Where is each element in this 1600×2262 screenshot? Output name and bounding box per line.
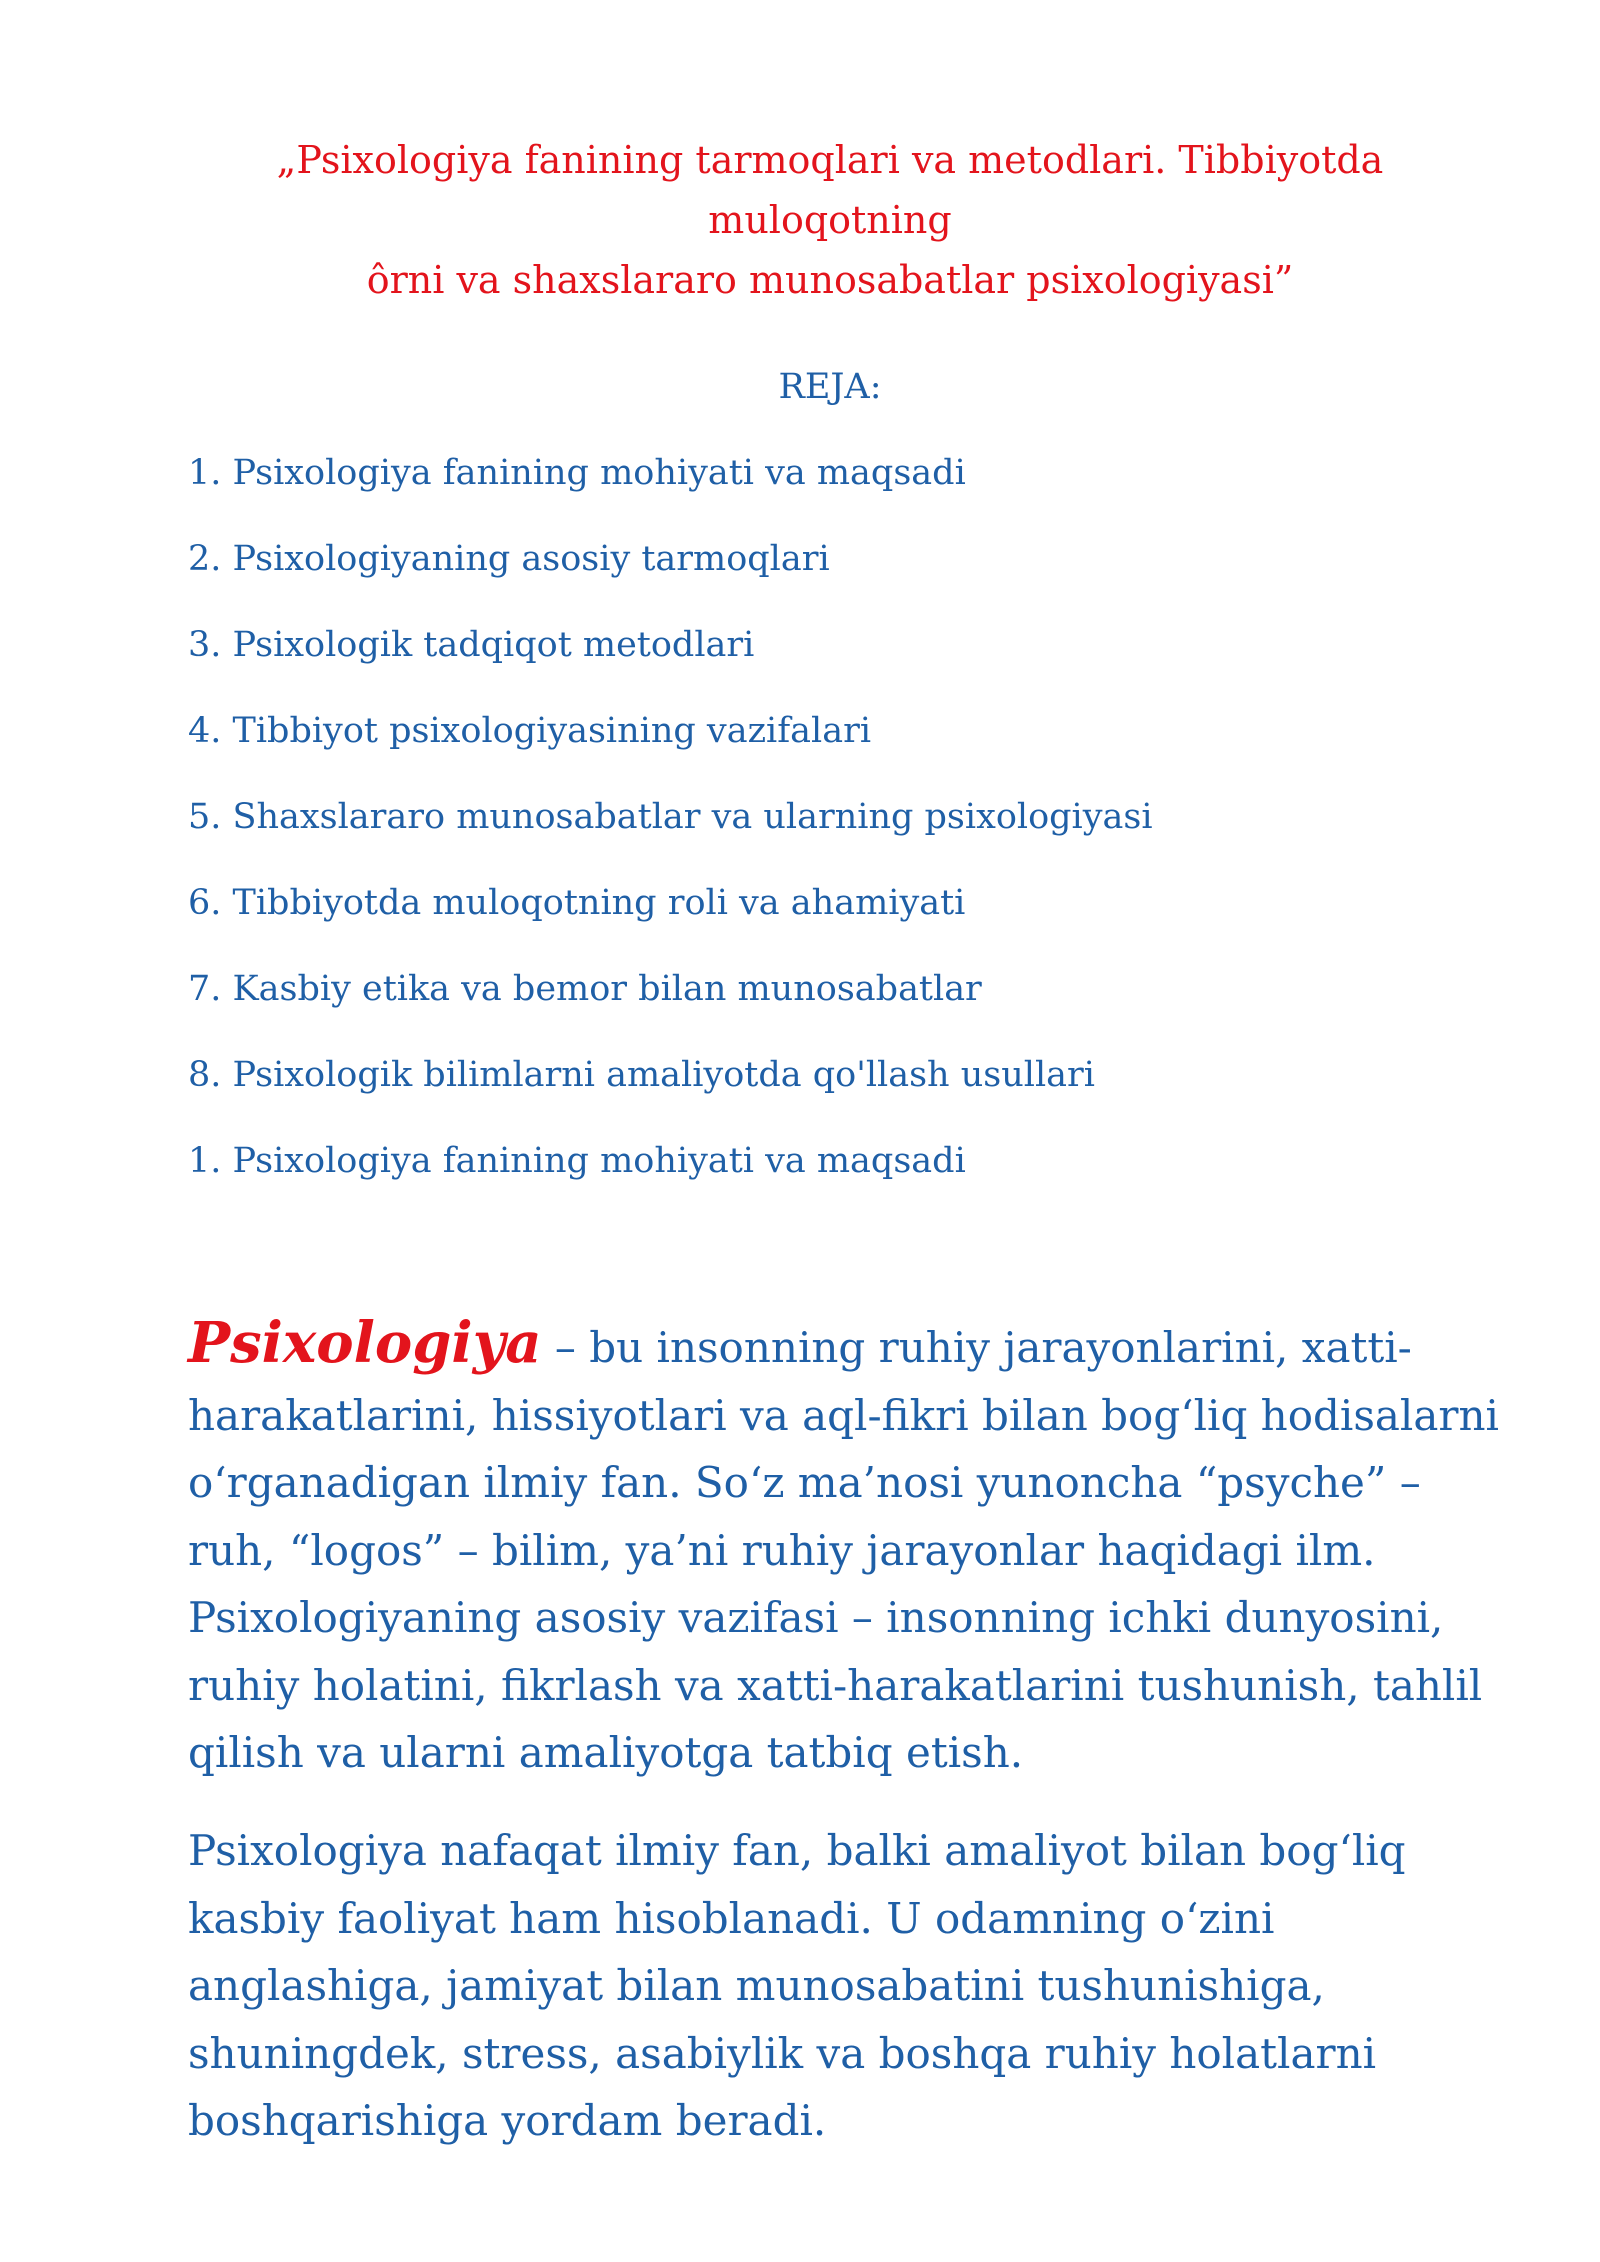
plan-item: 2. Psixologiyaning asosiy tarmoqlari bbox=[188, 539, 830, 579]
plan-item: 1. Psixologiya fanining mohiyati va maqsadi bbox=[188, 1141, 966, 1181]
plan-item: 8. Psixologik bilimlarni amaliyotda qo'llash usullari bbox=[188, 1055, 1095, 1095]
plan-item: 1. Psixologiya fanining mohiyati va maqsadi bbox=[188, 453, 966, 493]
body-paragraph: Psixologiya nafaqat ilmiy fan, balki amaliyot bilan bog‘liq kasbiy faoliyat ham hisoblanadi. U odamning o‘zini anglashiga, jamiyat bilan munosabatini tushunishiga, shuningdek, stress, asabiylik va boshqa ruhiy holatlarni boshqarishiga yordam beradi. bbox=[188, 1826, 1406, 2145]
plan-heading: REJA: bbox=[778, 367, 882, 407]
plan-item: 5. Shaxslararo munosabatlar va ularning psixologiyasi bbox=[188, 797, 1153, 837]
plan-item: 3. Psixologik tadqiqot metodlari bbox=[188, 625, 755, 665]
plan-item: 6. Tibbiyotda muloqotning roli va ahamiyati bbox=[188, 883, 966, 923]
definition-text: – bu insonning ruhiy jarayonlarini, xatti-harakatlarini, hissiyotlari va aql-fikri bilan bog‘liq hodisalarni o‘rganadigan ilmiy fan. So‘z ma’nosi yunoncha “psyche” – ruh, “logos” – bilim, ya’ni ruhiy jarayonlar haqidagi ilm. Psixologiyaning asosiy vazifasi – insonning ichki dunyosini, ruhiy holatini, fikrlash va xatti-harakatlarini tushunish, tahlil qilish va ularni amaliyotga tatbiq etish. bbox=[188, 1323, 1499, 1777]
title-line-2: ôrni va shaxslararo munosabatlar psixologiyasi” bbox=[366, 258, 1294, 302]
plan-list bbox=[188, 448, 1153, 1222]
plan-item: 7. Kasbiy etika va bemor bilan munosabatlar bbox=[188, 969, 982, 1009]
document-title bbox=[150, 130, 1510, 310]
definition-paragraph bbox=[188, 1310, 1508, 1787]
defined-term: Psixologiya bbox=[188, 1310, 542, 1376]
plan-item: 4. Tibbiyot psixologiyasining vazifalari bbox=[188, 711, 872, 751]
title-line-1: „Psixologiya fanining tarmoqlari va metodlari. Tibbiyotda muloqotning bbox=[276, 138, 1384, 242]
